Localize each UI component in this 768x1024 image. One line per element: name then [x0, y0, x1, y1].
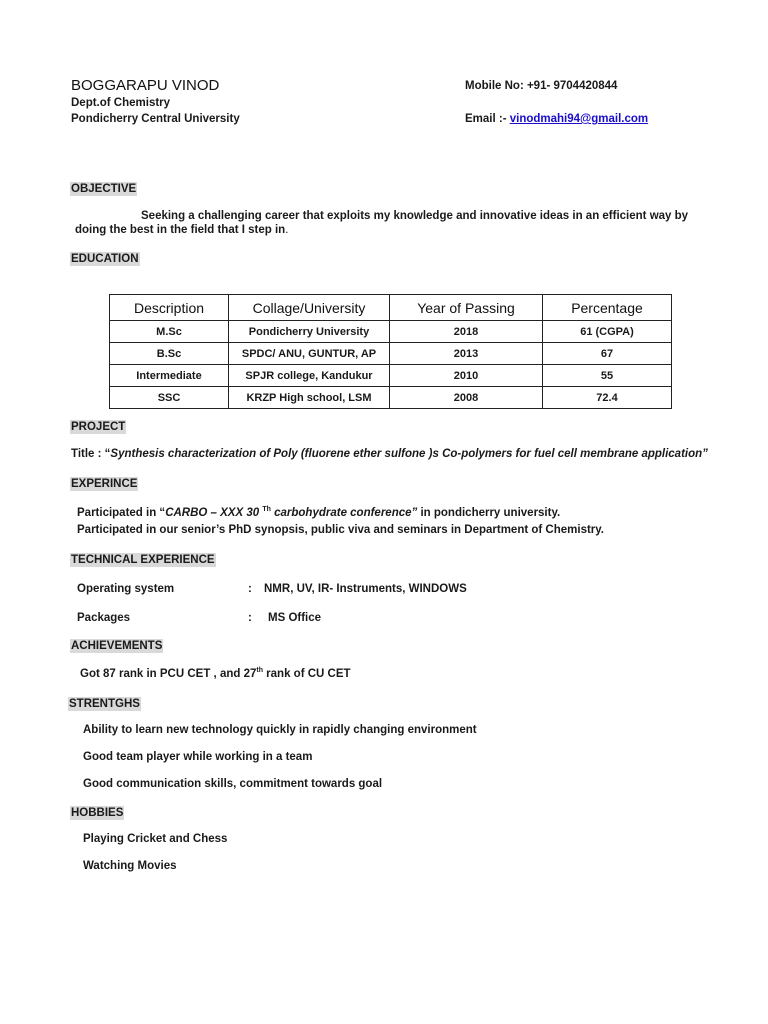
experience-line-1-post: in pondicherry university. [417, 507, 561, 519]
table-cell: 2013 [390, 343, 543, 365]
table-cell: SSC [110, 387, 229, 409]
conference-name-cont: carbohydrate conference” [270, 507, 418, 519]
table-row [110, 321, 672, 343]
mobile-number: Mobile No: +91- 9704420844 [465, 80, 618, 92]
ordinal-suffix: Th [262, 506, 271, 514]
objective-line-2 [75, 224, 288, 236]
experience-heading: EXPERINCE [71, 478, 138, 490]
table-cell: SPDC/ ANU, GUNTUR, AP [229, 343, 390, 365]
column-header-university: Collage/University [229, 295, 390, 321]
objective-line-1: Seeking a challenging career that exploits my knowledge and innovative ideas in an efficient way by [141, 210, 689, 222]
achievement-ordinal: th [256, 667, 263, 675]
table-cell: 2018 [390, 321, 543, 343]
project-title: Synthesis characterization of Poly (fluorene ether sulfone )s Co-polymers for fuel cell membrane application” [110, 448, 708, 460]
table-row [110, 387, 672, 409]
achievements-heading: ACHIEVEMENTS [71, 640, 163, 652]
department: Dept.of Chemistry [71, 97, 171, 109]
table-cell: Intermediate [110, 365, 229, 387]
objective-heading: OBJECTIVE [71, 183, 137, 195]
list-item: Good team player while working in a team [83, 751, 313, 763]
table-row [110, 365, 672, 387]
table-cell: 67 [543, 343, 672, 365]
education-heading: EDUCATION [71, 253, 139, 265]
tech-value-os: NMR, UV, IR- Instruments, WINDOWS [264, 583, 467, 595]
column-header-year: Year of Passing [390, 295, 543, 321]
table-cell: Pondicherry University [229, 321, 390, 343]
experience-line-1 [77, 507, 560, 519]
objective-line-2-text: doing the best in the field that I step in [75, 224, 286, 236]
achievement-text-post: rank of CU CET [262, 668, 351, 680]
hobbies-heading: HOBBIES [71, 807, 124, 819]
table-cell: 55 [543, 365, 672, 387]
list-item: Good communication skills, commitment towards goal [83, 778, 383, 790]
tech-sep-packages: : [248, 612, 252, 624]
list-item: Ability to learn new technology quickly in rapidly changing environment [83, 724, 477, 736]
tech-label-packages: Packages [77, 612, 131, 624]
list-item: Playing Cricket and Chess [83, 833, 228, 845]
table-cell: 2008 [390, 387, 543, 409]
university: Pondicherry Central University [71, 113, 240, 125]
project-title-label: Title : “ [71, 448, 111, 460]
project-title-row [71, 448, 708, 460]
column-header-percentage: Percentage [543, 295, 672, 321]
project-heading: PROJECT [71, 421, 126, 433]
strengths-heading: STRENTGHS [69, 698, 140, 710]
education-header-row [110, 295, 672, 321]
achievement-text-pre: Got 87 rank in PCU CET , and 27 [80, 668, 257, 680]
email-row [465, 113, 648, 125]
candidate-name: BOGGARAPU VINOD [71, 77, 220, 94]
table-cell: 61 (CGPA) [543, 321, 672, 343]
experience-line-2: Participated in our senior’s PhD synopsis, public viva and seminars in Department of Chemistry. [77, 524, 605, 536]
table-cell: KRZP High school, LSM [229, 387, 390, 409]
conference-name: CARBO – XXX 30 [165, 507, 260, 519]
email-link[interactable]: vinodmahi94@gmail.com [509, 113, 649, 125]
column-header-description: Description [110, 295, 229, 321]
tech-label-os: Operating system [77, 583, 175, 595]
list-item: Watching Movies [83, 860, 177, 872]
experience-line-1-pre: Participated in “ [77, 507, 166, 519]
table-cell: 2010 [390, 365, 543, 387]
tech-sep-os: : [248, 583, 252, 595]
email-label: Email :- [465, 113, 510, 125]
education-table [109, 294, 672, 409]
table-row [110, 343, 672, 365]
table-cell: SPJR college, Kandukur [229, 365, 390, 387]
table-cell: B.Sc [110, 343, 229, 365]
achievement-text [80, 668, 351, 680]
table-cell: 72.4 [543, 387, 672, 409]
objective-line-2-end: . [285, 224, 289, 236]
table-cell: M.Sc [110, 321, 229, 343]
tech-value-packages: MS Office [268, 612, 322, 624]
technical-heading: TECHNICAL EXPERIENCE [71, 554, 215, 566]
